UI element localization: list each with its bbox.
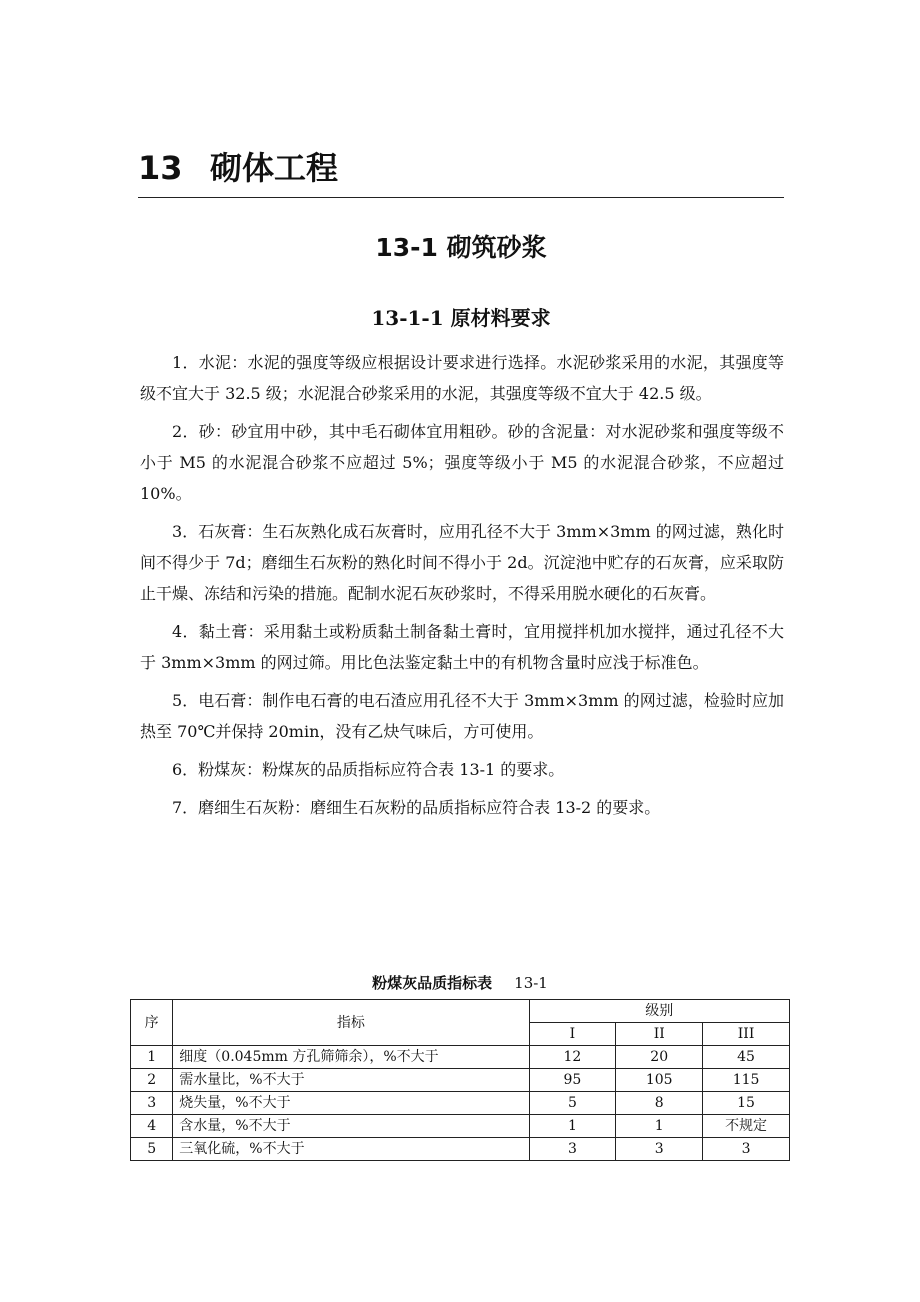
fly-ash-quality-table [130,999,790,1161]
cell-grade-3: 45 [703,1046,790,1069]
table-row [131,1069,790,1092]
header-grade-1: I [529,1023,616,1046]
cell-grade-1: 3 [529,1138,616,1161]
header-seq: 序 [131,1000,173,1046]
body-text [140,347,784,830]
cell-indicator: 三氧化硫，%不大于 [173,1138,529,1161]
table-caption-title: 粉煤灰品质指标表 [372,974,493,992]
cell-grade-3: 3 [703,1138,790,1161]
chapter-number: 13 [138,149,183,187]
cell-grade-1: 12 [529,1046,616,1069]
cell-seq: 3 [131,1092,173,1115]
cell-seq: 5 [131,1138,173,1161]
chapter-title: 砌体工程 [210,149,339,187]
paragraph-fly-ash: 6．粉煤灰：粉煤灰的品质指标应符合表 13-1 的要求。 [172,760,565,779]
paragraph-carbide-paste: 5．电石膏：制作电石膏的电石渣应用孔径不大于 3mm×3mm 的网过滤，检验时应加热至 70℃并保持 20min，没有乙炔气味后，方可使用。 [140,691,784,741]
cell-grade-1: 95 [529,1069,616,1092]
paragraph-sand: 2．砂：砂宜用中砂，其中毛石砌体宜用粗砂。砂的含泥量：对水泥砂浆和强度等级不小于 M5 的水泥混合砂浆不应超过 5%；强度等级小于 M5 的水泥混合砂浆，不应超过 10%。 [140,422,784,503]
header-grade-group: 级别 [529,1000,790,1023]
header-indicator: 指标 [173,1000,529,1046]
cell-grade-2: 20 [616,1046,703,1069]
cell-grade-2: 105 [616,1069,703,1092]
paragraph-lime-paste: 3．石灰膏：生石灰熟化成石灰膏时，应用孔径不大于 3mm×3mm 的网过滤，熟化时间不得少于 7d；磨细生石灰粉的熟化时间不得小于 2d。沉淀池中贮存的石灰膏，应采取防止干燥、冻结和污染的措施。配制水泥石灰砂浆时，不得采用脱水硬化的石灰膏。 [140,522,784,603]
cell-indicator: 烧失量，%不大于 [173,1092,529,1115]
cell-grade-3: 115 [703,1069,790,1092]
table-caption-number: 13-1 [514,974,548,992]
table-row [131,1115,790,1138]
cell-indicator: 需水量比，%不大于 [173,1069,529,1092]
paragraph-clay-paste: 4．黏土膏：采用黏土或粉质黏土制备黏土膏时，宜用搅拌机加水搅拌，通过孔径不大于 3mm×3mm 的网过筛。用比色法鉴定黏土中的有机物含量时应浅于标准色。 [140,622,784,672]
cell-grade-1: 1 [529,1115,616,1138]
cell-grade-3: 不规定 [703,1115,790,1138]
cell-indicator: 细度（0.045mm 方孔筛筛余），%不大于 [173,1046,529,1069]
chapter-heading [138,140,784,196]
cell-grade-2: 3 [616,1138,703,1161]
cell-grade-3: 15 [703,1092,790,1115]
cell-seq: 2 [131,1069,173,1092]
table-row [131,1092,790,1115]
chapter-divider [138,197,784,198]
cell-grade-2: 1 [616,1115,703,1138]
cell-grade-2: 8 [616,1092,703,1115]
section-heading: 13-1 砌筑砂浆 [375,233,547,262]
paragraph-cement: 1．水泥：水泥的强度等级应根据设计要求进行选择。水泥砂浆采用的水泥，其强度等级不宜大于 32.5 级；水泥混合砂浆采用的水泥，其强度等级不宜大于 42.5 级。 [140,353,784,403]
header-grade-3: III [703,1023,790,1046]
table-caption [130,968,790,998]
cell-indicator: 含水量，%不大于 [173,1115,529,1138]
cell-grade-1: 5 [529,1092,616,1115]
cell-seq: 1 [131,1046,173,1069]
subsection-heading: 13-1-1 原材料要求 [371,306,551,330]
table-row [131,1046,790,1069]
paragraph-quicklime-powder: 7．磨细生石灰粉：磨细生石灰粉的品质指标应符合表 13-2 的要求。 [172,798,661,817]
cell-seq: 4 [131,1115,173,1138]
table-header-row [131,1000,790,1023]
table-row [131,1138,790,1161]
header-grade-2: II [616,1023,703,1046]
